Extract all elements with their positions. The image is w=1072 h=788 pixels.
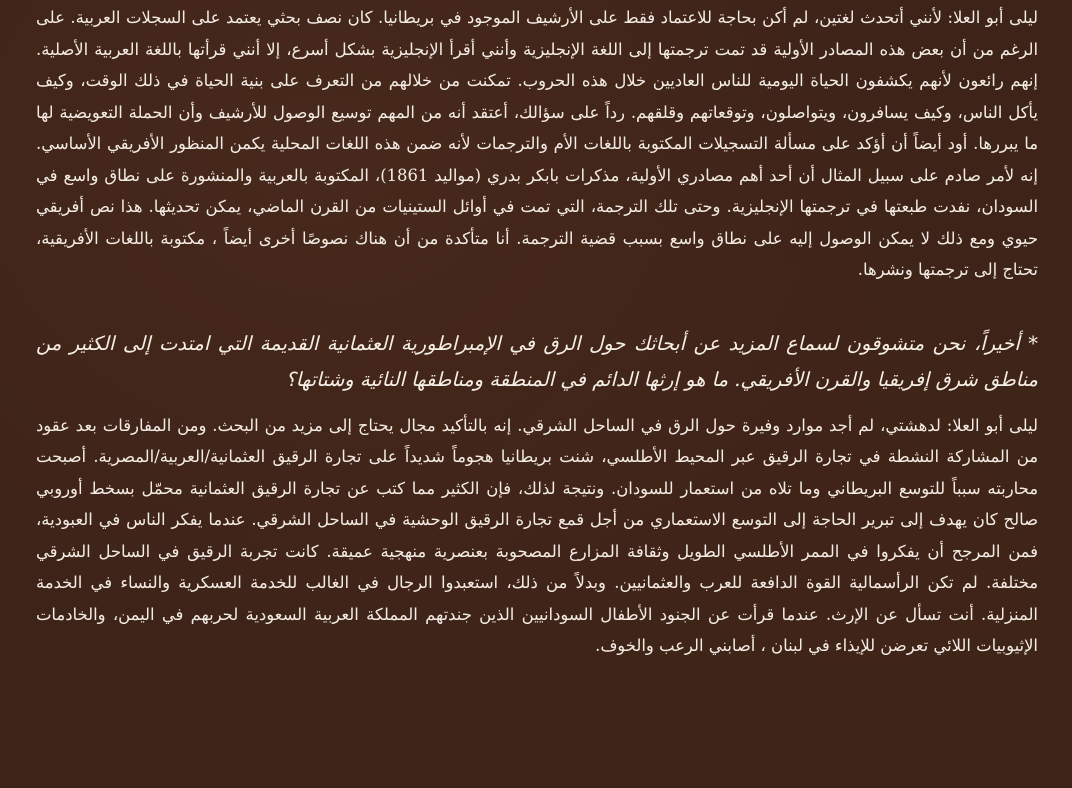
answer-paragraph-2: ليلى أبو العلا: لدهشتي، لم أجد موارد وفيرة حول الرق في الساحل الشرقي. إنه بالتأكيد مجال يحتاج إلى مزيد من البحث. ومن المفارقات بعد عقود من المشاركة النشطة في تجارة الرقيق عبر المحيط الأطلسي، شنت بريطانيا هجوماً شديداً على تجارة الرقيق العثمانية/العربية/المصرية. أصبحت محاربته سبباً للتوسع البريطاني وما تلاه من استعمار للسودان. ونتيجة لذلك، فإن الكثير مما كتب عن تجارة الرقيق العثمانية محمّل بسخط أوروبي صالح كان يهدف إلى تبرير الحاجة إلى التوسع الاستعماري من أجل قمع تجارة الرقيق الوحشية في الساحل الشرقي. عندما يفكر الناس في العبودية، فمن المرجح أن يفكروا في الممر الأطلسي الطويل وثقافة المزارع المصحوبة بعنصرية منهجية عميقة. كانت تجربة الرقيق في الساحل الشرقي مختلفة. لم تكن الرأسمالية القوة الدافعة للعرب والعثمانيين. وبدلاً من ذلك، استعبدوا الرجال في الغالب للخدمة العسكرية والنساء في الخدمة المنزلية. أنت تسأل عن الإرث. عندما قرأت عن الجنود الأطفال السودانيين الذين جندتهم المملكة العربية السعودية لحربهم في اليمن، والخادمات الإثيوبيات اللائي تعرضن للإيذاء في لبنان ، أصابني الرعب والخوف. xyxy=(36,415,1038,655)
answer-paragraph-1: ليلى أبو العلا: لأنني أتحدث لغتين، لم أكن بحاجة للاعتماد فقط على الأرشيف الموجود في بريطانيا. كان نصف بحثي يعتمد على السجلات العربية. على الرغم من أن بعض هذه المصادر الأولية قد تمت ترجمتها إلى اللغة الإنجليزية وأنني أقرأ الإنجليزية بشكل أسرع، إلا أنني قرأتها باللغة العربية الأصلية. إنهم رائعون لأنهم يكشفون الحياة اليومية للناس العاديين خلال هذه الحروب. تمكنت من خلالهم من التعرف على بنية الحياة في ذلك الوقت، وكيف يأكل الناس، وكيف يسافرون، ويتواصلون، وتوقعاتهم وقلقهم. رداً على سؤالك، أعتقد أنه من المهم توسيع الوصول للأرشيف وأن الحملة التعويضية لها ما يبررها. أود أيضاً أن أؤكد على مسألة التسجيلات المكتوبة باللغات الأم والترجمات لأنه ضمن هذه اللغات المحلية يكمن المنظور الأفريقي الأساسي. إنه لأمر صادم على سبيل المثال أن أحد أهم مصادري الأولية، مذكرات بابكر بدري (مواليد 1861)، المكتوبة بالعربية والمنشورة على نطاق واسع في السودان، نفدت طبعتها في ترجمتها الإنجليزية. وحتى تلك الترجمة، التي تمت في أوائل الستينيات من القرن الماضي، يمكن تحديثها. هذا نص أفريقي حيوي ومع ذلك لا يمكن الوصول إليه على نطاق واسع بسبب قضية الترجمة. أنا متأكدة من أن هناك نصوصًا أخرى أيضاً ، مكتوبة باللغات الأفريقية، تحتاج إلى ترجمتها ونشرها. xyxy=(36,8,1038,279)
interview-question: * أخيراً، نحن متشوقون لسماع المزيد عن أبحاثك حول الرق في الإمبراطورية العثمانية القديمة التي امتدت إلى الكثير من مناطق شرق إفريقيا والقرن الأفريقي. ما هو إرثها الدائم في المنطقة ومناطقها النائية وشتاتها؟ xyxy=(36,331,1038,391)
